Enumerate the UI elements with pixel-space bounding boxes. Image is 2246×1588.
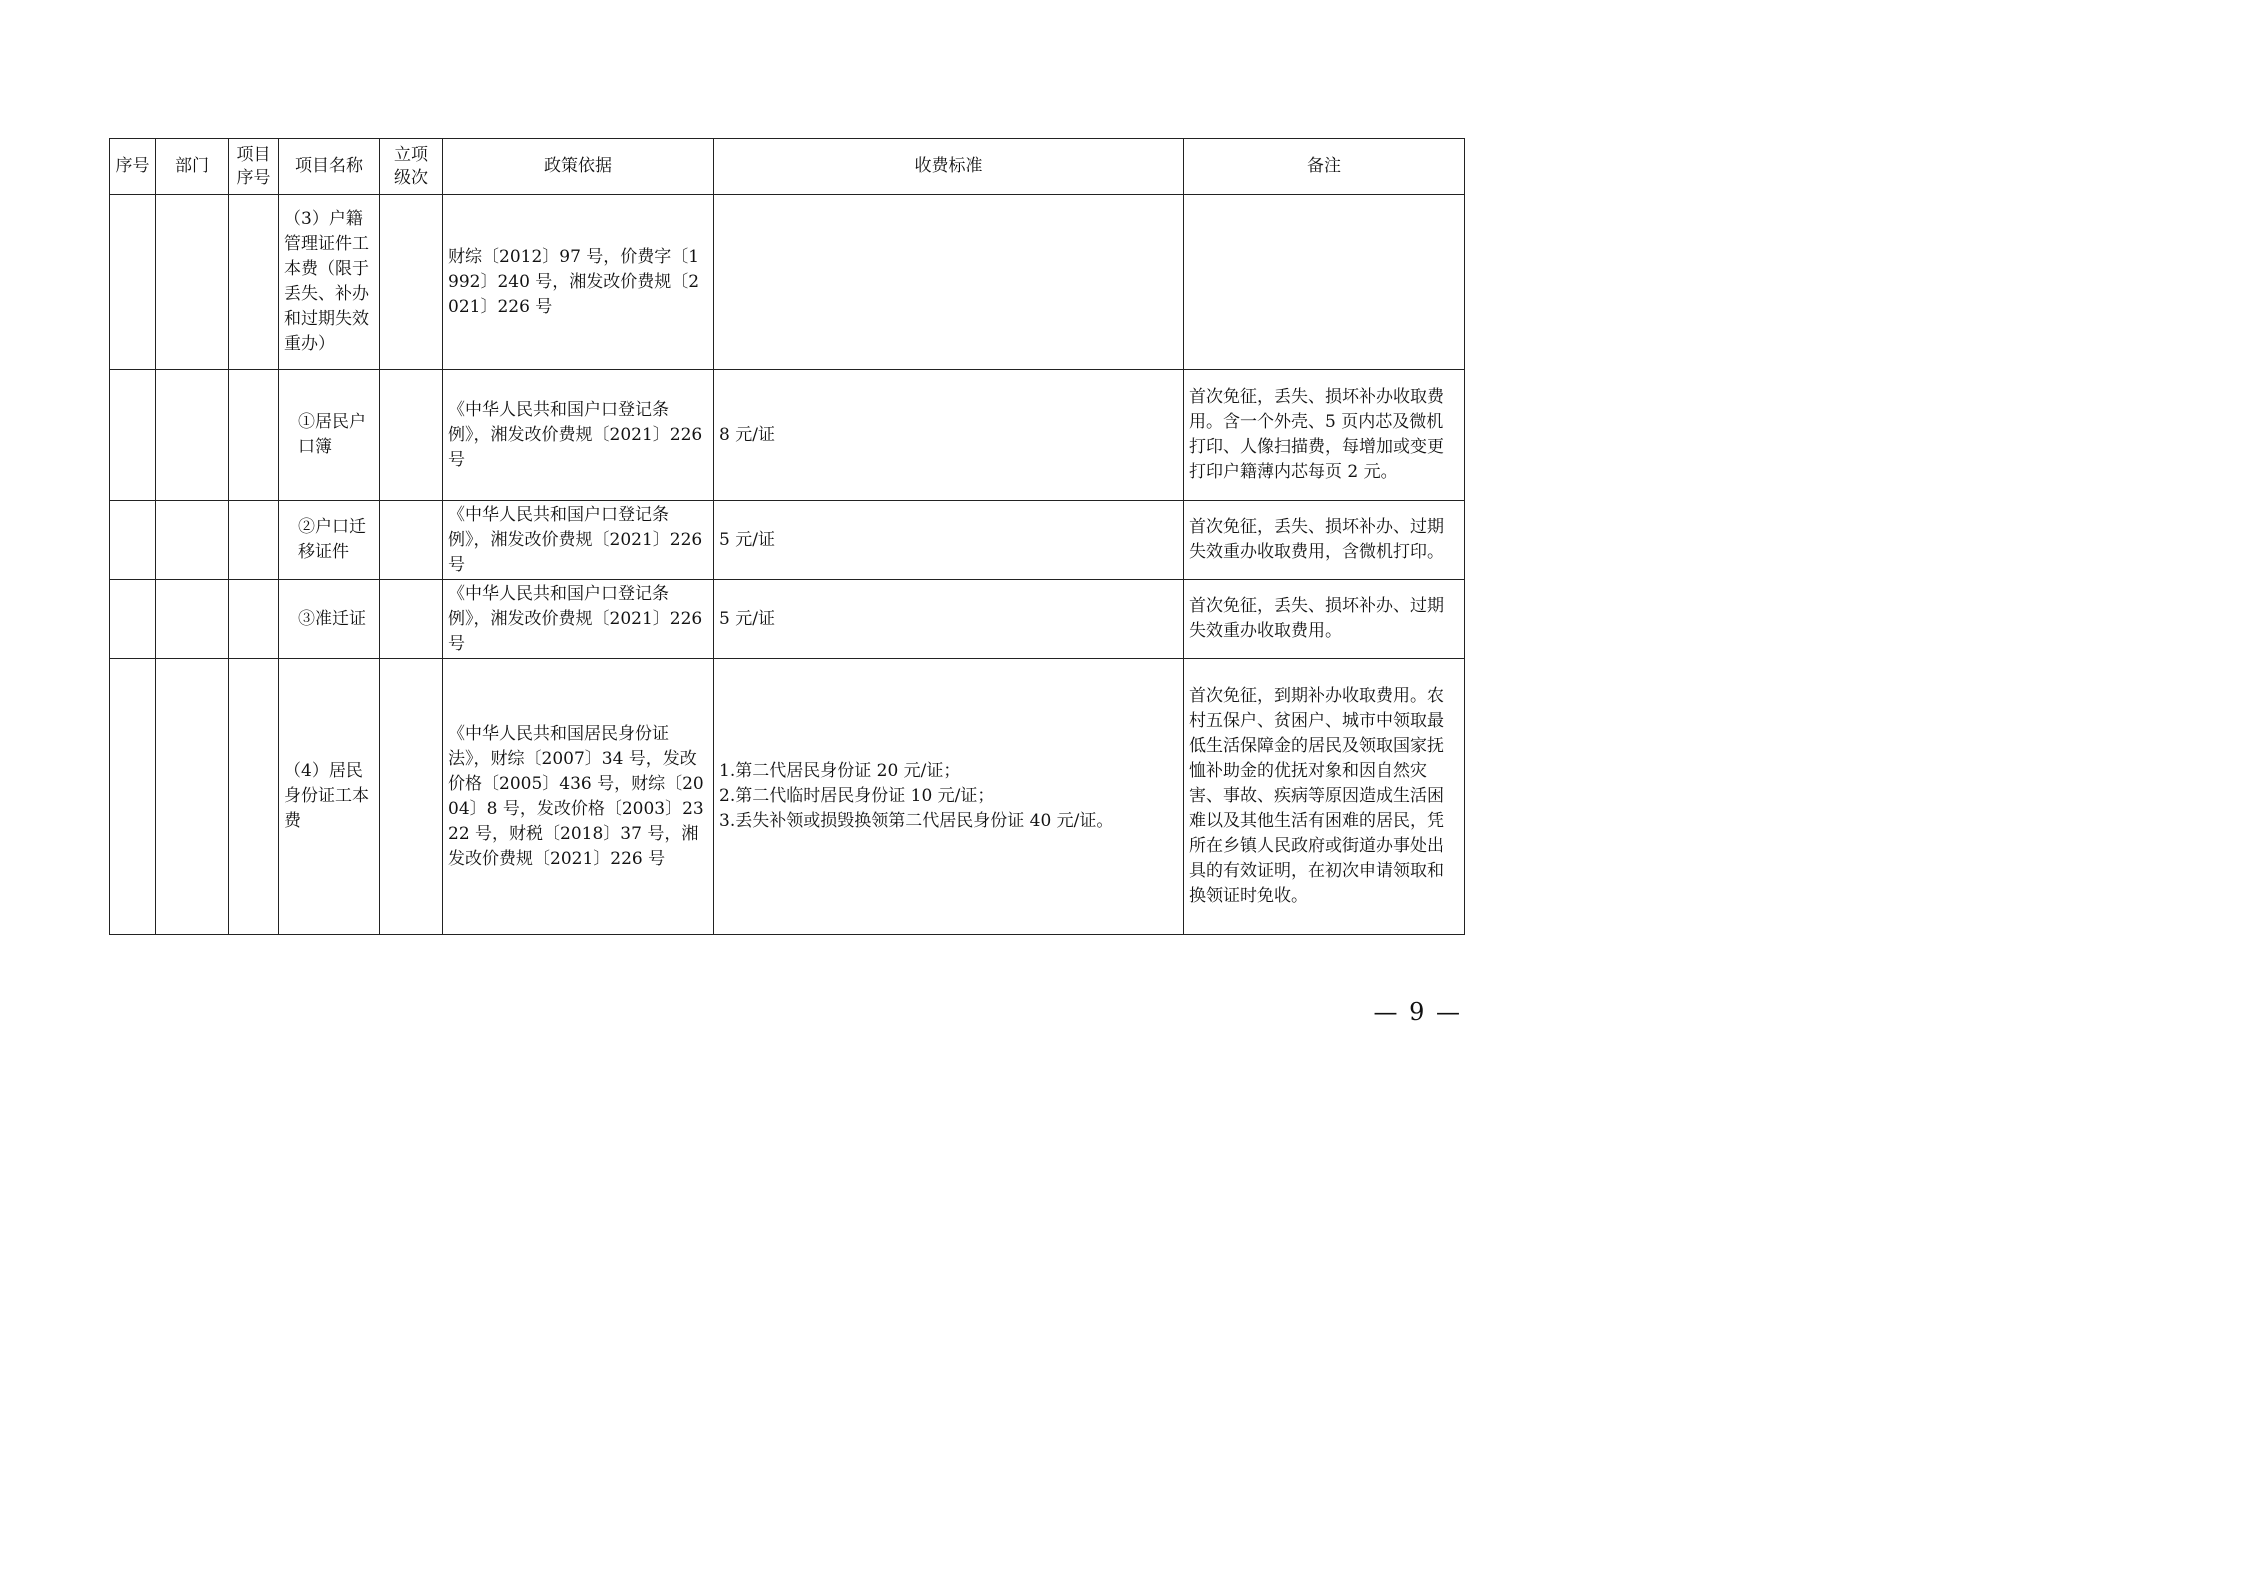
table-row <box>110 580 1465 659</box>
cell-policy: 财综〔2012〕97 号，价费字〔1992〕240 号，湘发改价费规〔2021〕226 号 <box>443 195 714 370</box>
table-row <box>110 501 1465 580</box>
cell-standard <box>714 195 1184 370</box>
header-xiangmu-xuhao: 项目 序号 <box>229 139 279 195</box>
item-name-text: ②户口迁移证件 <box>298 517 366 562</box>
cell-policy: 《中华人民共和国户口登记条例》，湘发改价费规〔2021〕226 号 <box>443 370 714 501</box>
cell-dept <box>156 501 229 580</box>
cell-seq <box>110 370 156 501</box>
header-xiangmu-mingcheng: 项目名称 <box>279 139 380 195</box>
cell-item-name <box>279 370 380 501</box>
header-lixiang-jici: 立项 级次 <box>380 139 443 195</box>
cell-dept <box>156 659 229 935</box>
cell-dept <box>156 195 229 370</box>
header-xuhao: 序号 <box>110 139 156 195</box>
cell-standard <box>714 659 1184 935</box>
cell-policy: 《中华人民共和国户口登记条例》，湘发改价费规〔2021〕226 号 <box>443 580 714 659</box>
header-shoufei-biaozhun: 收费标准 <box>714 139 1184 195</box>
cell-remark: 首次免征，丢失、损坏补办、过期失效重办收取费用。 <box>1184 580 1465 659</box>
cell-item-name <box>279 580 380 659</box>
cell-dept <box>156 580 229 659</box>
cell-seq <box>110 195 156 370</box>
cell-item-name: （3）户籍管理证件工本费（限于丢失、补办和过期失效重办） <box>279 195 380 370</box>
cell-item-seq <box>229 370 279 501</box>
cell-item-seq <box>229 659 279 935</box>
cell-level <box>380 580 443 659</box>
cell-remark: 首次免征，丢失、损坏补办、过期失效重办收取费用，含微机打印。 <box>1184 501 1465 580</box>
header-beizhu: 备注 <box>1184 139 1465 195</box>
cell-remark <box>1184 195 1465 370</box>
cell-seq <box>110 501 156 580</box>
cell-remark: 首次免征，到期补办收取费用。农村五保户、贫困户、城市中领取最低生活保障金的居民及领取国家抚恤补助金的优抚对象和因自然灾害、事故、疾病等原因造成生活困难以及其他生活有困难的居民，凭所在乡镇人民政府或街道办事处出具的有效证明，在初次申请领取和换领证时免收。 <box>1184 659 1465 935</box>
fee-table <box>109 138 1465 935</box>
table-row <box>110 370 1465 501</box>
cell-item-seq <box>229 580 279 659</box>
table-row <box>110 659 1465 935</box>
cell-remark: 首次免征，丢失、损坏补办收取费用。含一个外壳、5 页内芯及微机打印、人像扫描费，每增加或变更打印户籍薄内芯每页 2 元。 <box>1184 370 1465 501</box>
cell-item-name <box>279 501 380 580</box>
cell-level <box>380 659 443 935</box>
cell-standard: 5 元/证 <box>714 580 1184 659</box>
cell-dept <box>156 370 229 501</box>
cell-policy: 《中华人民共和国户口登记条例》，湘发改价费规〔2021〕226 号 <box>443 501 714 580</box>
cell-item-seq <box>229 501 279 580</box>
table-row <box>110 195 1465 370</box>
item-name-text: ③准迁证 <box>298 608 366 629</box>
table-header-row <box>110 139 1465 195</box>
header-bumen: 部门 <box>156 139 229 195</box>
cell-standard: 5 元/证 <box>714 501 1184 580</box>
cell-standard: 8 元/证 <box>714 370 1184 501</box>
cell-level <box>380 195 443 370</box>
cell-policy: 《中华人民共和国居民身份证法》，财综〔2007〕34 号，发改价格〔2005〕436 号，财综〔2004〕8 号，发改价格〔2003〕2322 号，财税〔2018〕37 号，湘发改价费规〔2021〕226 号 <box>443 659 714 935</box>
cell-item-name: （4）居民身份证工本费 <box>279 659 380 935</box>
standard-line: 1.第二代居民身份证 20 元/证； <box>719 761 961 781</box>
cell-item-seq <box>229 195 279 370</box>
cell-level <box>380 501 443 580</box>
cell-seq <box>110 659 156 935</box>
page-number: — 9 — <box>1373 998 1462 1026</box>
standard-line: 3.丢失补领或损毁换领第二代居民身份证 40 元/证。 <box>719 811 1114 831</box>
item-name-text: ①居民户口簿 <box>298 412 366 457</box>
cell-level <box>380 370 443 501</box>
standard-line: 2.第二代临时居民身份证 10 元/证； <box>719 786 995 806</box>
cell-seq <box>110 580 156 659</box>
header-zhengce-yiju: 政策依据 <box>443 139 714 195</box>
